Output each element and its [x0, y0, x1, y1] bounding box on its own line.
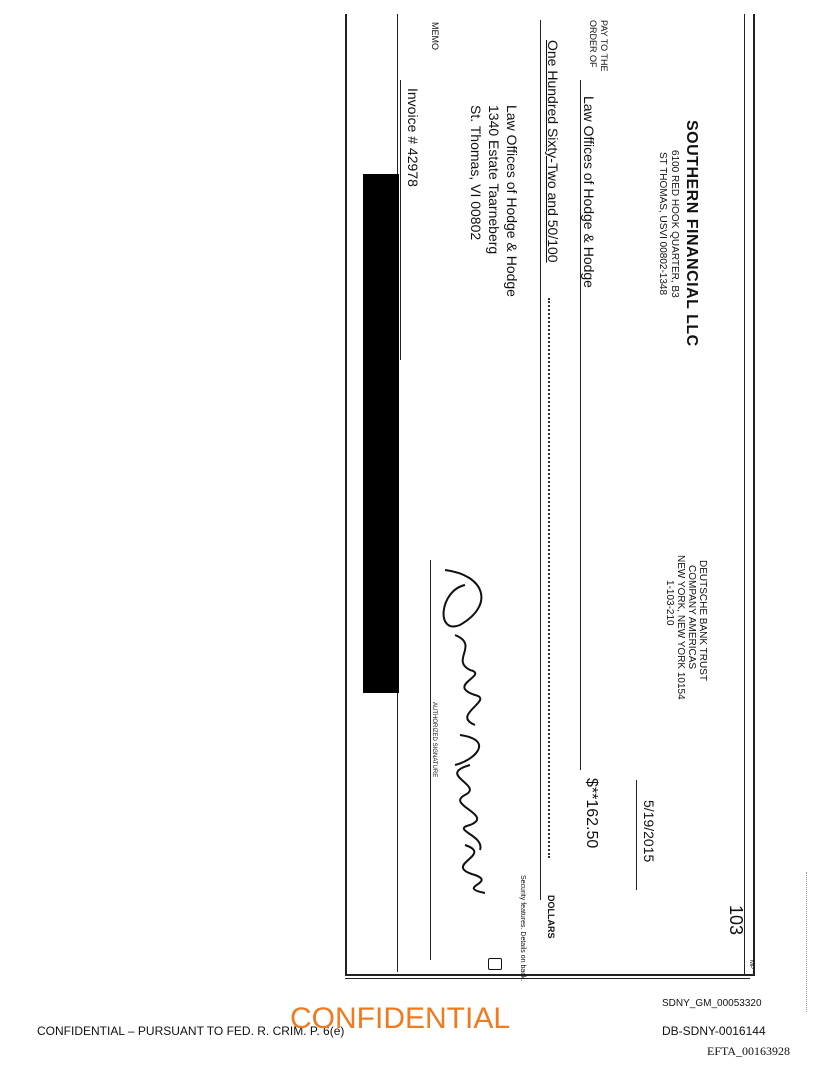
address-line3: St. Thomas, VI 00802 [468, 105, 484, 241]
bank-line2: COMPANY AMERICAS [686, 565, 697, 670]
amount-fill-line [548, 298, 551, 858]
dollars-label: DOLLARS [546, 895, 556, 939]
payee-line [580, 80, 581, 770]
confidential-notice: CONFIDENTIAL – PURSUANT TO FED. R. CRIM. P. 6(e) [37, 1024, 345, 1038]
signature-image [425, 565, 505, 895]
payer-name: SOUTHERN FINANCIAL LLC [683, 120, 700, 347]
memo-value: Invoice # 42978 [405, 88, 421, 187]
confidential-stamp: CONFIDENTIAL [290, 1002, 511, 1035]
address-line2: 1340 Estate Taarneberg [486, 105, 502, 255]
padlock-icon [488, 958, 502, 970]
bates-number-2: DB-SDNY-0016144 [662, 1024, 766, 1038]
amount-words: One Hundred Sixty-Two and 50/100 [545, 40, 561, 263]
authorized-signature-label: AUTHORIZED SIGNATURE [431, 702, 437, 778]
redaction-block [363, 174, 399, 693]
payer-address-line1: 6100 RED HOOK QUARTER, B3 [669, 150, 680, 298]
check-date: 5/19/2015 [641, 800, 657, 863]
payer-address-line2: ST THOMAS, USVI 00802-1348 [657, 152, 668, 296]
pay-to-label2: ORDER OF [588, 20, 598, 68]
bates-number-3: EFTA_00163928 [707, 1044, 791, 1058]
page-edge-mark [806, 872, 807, 1012]
security-note: Security features. Details on back. [519, 875, 526, 982]
mp-mark: MP [748, 960, 754, 969]
bank-line3: NEW YORK, NEW YORK 10154 [675, 555, 686, 700]
bates-number-1: SDNY_GM_00053320 [662, 998, 762, 1009]
check-number: 103 [726, 905, 746, 936]
check-amount: $**162.50 [583, 778, 600, 849]
address-line1: Law Offices of Hodge & Hodge [504, 105, 520, 297]
bank-line4: 1-103-210 [664, 580, 675, 626]
amount-words-line [540, 40, 541, 900]
memo-line [400, 80, 401, 360]
bank-line1: DEUTSCHE BANK TRUST [697, 560, 708, 681]
payee-name: Law Offices of Hodge & Hodge [581, 96, 597, 288]
date-line [636, 780, 637, 890]
memo-label: MEMO [430, 22, 440, 50]
pay-to-label1: PAY TO THE [599, 20, 609, 72]
